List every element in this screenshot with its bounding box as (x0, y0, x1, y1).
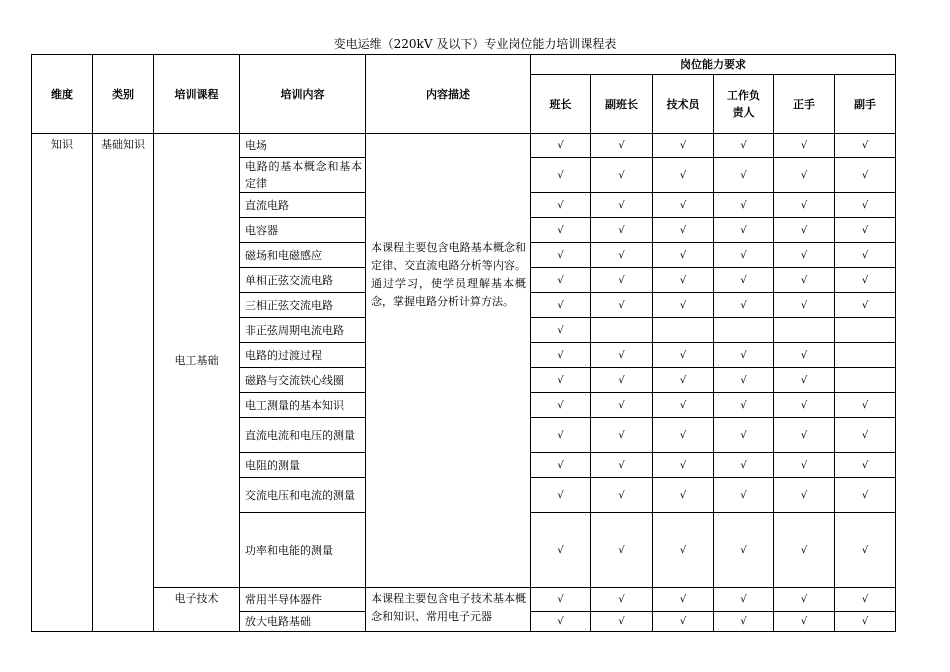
check-cell: √ (714, 158, 774, 193)
check-cell: √ (591, 418, 653, 453)
check-cell: √ (714, 368, 774, 393)
check-cell: √ (531, 193, 591, 218)
check-cell: √ (835, 453, 896, 478)
content-item-cell: 非正弦周期电流电路 (240, 318, 366, 343)
check-cell (591, 318, 653, 343)
check-cell: √ (835, 393, 896, 418)
header-dimension: 维度 (32, 55, 93, 134)
check-cell: √ (774, 158, 835, 193)
header-role-technician: 技术员 (653, 75, 714, 134)
check-cell: √ (714, 478, 774, 513)
check-cell: √ (714, 218, 774, 243)
check-cell (835, 318, 896, 343)
check-cell (653, 318, 714, 343)
page-title: 变电运维（220kV 及以下）专业岗位能力培训课程表 (333, 37, 617, 51)
check-cell: √ (774, 478, 835, 513)
check-cell: √ (531, 453, 591, 478)
check-cell: √ (591, 243, 653, 268)
check-cell: √ (835, 612, 896, 632)
check-cell: √ (714, 343, 774, 368)
check-cell: √ (591, 612, 653, 632)
check-cell: √ (714, 193, 774, 218)
check-cell: √ (591, 513, 653, 588)
check-cell: √ (653, 478, 714, 513)
check-cell (774, 318, 835, 343)
check-cell: √ (714, 393, 774, 418)
check-cell: √ (774, 218, 835, 243)
check-cell: √ (591, 343, 653, 368)
content-item-cell: 电路的过渡过程 (240, 343, 366, 368)
check-cell: √ (531, 612, 591, 632)
table-row (32, 588, 896, 612)
check-cell: √ (531, 393, 591, 418)
check-cell: √ (774, 243, 835, 268)
check-cell: √ (653, 588, 714, 612)
check-cell: √ (653, 393, 714, 418)
check-cell: √ (653, 158, 714, 193)
description-cell: 本课程主要包含电路基本概念和定律、交直流电路分析等内容。通过学习，使学员理解基本概念，掌握电路分析计算方法。 (366, 134, 531, 588)
check-cell: √ (653, 368, 714, 393)
check-cell: √ (653, 513, 714, 588)
check-cell: √ (835, 418, 896, 453)
check-cell: √ (531, 318, 591, 343)
check-cell: √ (835, 478, 896, 513)
content-item-cell: 电阻的测量 (240, 453, 366, 478)
check-cell: √ (835, 134, 896, 158)
check-cell: √ (591, 158, 653, 193)
content-item-cell: 直流电流和电压的测量 (240, 418, 366, 453)
check-cell: √ (774, 453, 835, 478)
table-row (32, 134, 896, 158)
check-cell: √ (714, 453, 774, 478)
check-cell (835, 368, 896, 393)
check-cell: √ (653, 343, 714, 368)
check-cell: √ (591, 218, 653, 243)
content-item-cell: 磁场和电磁感应 (240, 243, 366, 268)
check-cell: √ (531, 268, 591, 293)
check-cell: √ (835, 218, 896, 243)
content-item-cell: 电容器 (240, 218, 366, 243)
course-table (31, 54, 896, 632)
check-cell: √ (653, 453, 714, 478)
content-item-cell: 三相正弦交流电路 (240, 293, 366, 318)
check-cell: √ (714, 588, 774, 612)
check-cell: √ (531, 368, 591, 393)
check-cell: √ (774, 268, 835, 293)
check-cell: √ (774, 343, 835, 368)
header-description: 内容描述 (366, 55, 531, 134)
check-cell: √ (774, 588, 835, 612)
check-cell: √ (774, 368, 835, 393)
content-item-cell: 电场 (240, 134, 366, 158)
check-cell: √ (531, 218, 591, 243)
check-cell: √ (591, 293, 653, 318)
course-name-cell: 电工基础 (154, 134, 240, 588)
content-item-cell: 磁路与交流铁心线圈 (240, 368, 366, 393)
check-cell: √ (531, 513, 591, 588)
check-cell: √ (774, 293, 835, 318)
content-item-cell: 单相正弦交流电路 (240, 268, 366, 293)
content-item-cell: 电路的基本概念和基本定律 (240, 158, 366, 193)
check-cell: √ (591, 588, 653, 612)
check-cell: √ (835, 158, 896, 193)
check-cell: √ (653, 418, 714, 453)
header-role-work-leader: 工作负责人 (714, 75, 774, 134)
check-cell: √ (835, 243, 896, 268)
header-course: 培训课程 (154, 55, 240, 134)
check-cell: √ (591, 193, 653, 218)
check-cell: √ (774, 513, 835, 588)
content-item-cell: 直流电路 (240, 193, 366, 218)
check-cell: √ (531, 418, 591, 453)
dimension-cell: 知识 (32, 134, 93, 632)
check-cell (835, 343, 896, 368)
check-cell: √ (714, 293, 774, 318)
check-cell: √ (774, 418, 835, 453)
header-role-assistant: 副手 (835, 75, 896, 134)
check-cell: √ (653, 293, 714, 318)
check-cell: √ (591, 134, 653, 158)
check-cell: √ (835, 268, 896, 293)
check-cell: √ (835, 588, 896, 612)
check-cell: √ (835, 193, 896, 218)
header-role-deputy-leader: 副班长 (591, 75, 653, 134)
check-cell: √ (774, 393, 835, 418)
content-item-cell: 放大电路基础 (240, 612, 366, 632)
content-item-cell: 常用半导体器件 (240, 588, 366, 612)
check-cell: √ (653, 218, 714, 243)
check-cell: √ (531, 158, 591, 193)
description-cell: 本课程主要包含电子技术基本概念和知识、常用电子元器 (366, 588, 531, 632)
check-cell: √ (653, 243, 714, 268)
check-cell: √ (774, 612, 835, 632)
check-cell: √ (591, 368, 653, 393)
header-category: 类别 (93, 55, 154, 134)
category-cell: 基础知识 (93, 134, 154, 632)
content-item-cell: 功率和电能的测量 (240, 513, 366, 588)
check-cell: √ (714, 612, 774, 632)
check-cell: √ (774, 193, 835, 218)
content-item-cell: 交流电压和电流的测量 (240, 478, 366, 513)
check-cell: √ (653, 134, 714, 158)
check-cell: √ (714, 243, 774, 268)
header-role-main-operator: 正手 (774, 75, 835, 134)
check-cell: √ (591, 268, 653, 293)
check-cell: √ (531, 343, 591, 368)
check-cell: √ (835, 293, 896, 318)
check-cell: √ (591, 393, 653, 418)
header-requirements: 岗位能力要求 (531, 55, 896, 75)
check-cell: √ (653, 612, 714, 632)
check-cell: √ (714, 513, 774, 588)
check-cell: √ (653, 193, 714, 218)
header-content: 培训内容 (240, 55, 366, 134)
check-cell: √ (714, 134, 774, 158)
check-cell: √ (531, 134, 591, 158)
header-role-squad-leader: 班长 (531, 75, 591, 134)
check-cell: √ (653, 268, 714, 293)
check-cell: √ (591, 453, 653, 478)
check-cell: √ (774, 134, 835, 158)
check-cell: √ (714, 268, 774, 293)
check-cell: √ (531, 243, 591, 268)
check-cell (714, 318, 774, 343)
check-cell: √ (531, 293, 591, 318)
check-cell: √ (835, 513, 896, 588)
check-cell: √ (714, 418, 774, 453)
check-cell: √ (591, 478, 653, 513)
course-name-cell: 电子技术 (154, 588, 240, 632)
check-cell: √ (531, 478, 591, 513)
content-item-cell: 电工测量的基本知识 (240, 393, 366, 418)
check-cell: √ (531, 588, 591, 612)
